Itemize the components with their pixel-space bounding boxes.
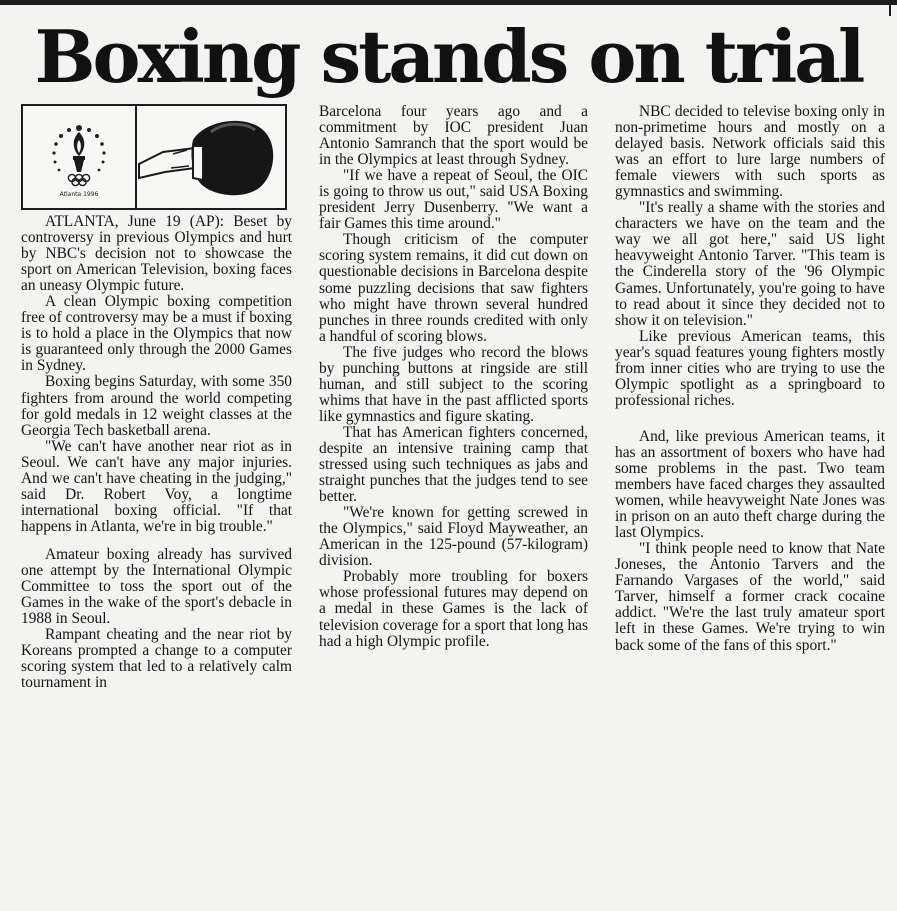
paragraph: Like previous American teams, this year's squad features young fighters mostly from inner cities who are trying to use the Olympic spotlight as a springboard to professional riches. [615,327,885,409]
paragraph: "I think people need to know that Nate Joneses, the Antonio Tarvers and the Farnando Vargases of the world," said Tarver, himself a former crack cocaine addict. "We're the last truly amateur sport left in these Games. We're trying to win back some of the fans of this sport." [615,540,885,654]
paragraph: Rampant cheating and the near riot by Koreans prompted a change to a computer scoring system that led to a relatively calm tournament in [21,626,292,692]
logo-caption: Atlanta 1996 [59,191,99,198]
paragraph: Amateur boxing already has survived one attempt by the International Olympic Committee to toss the sport out of the Games in the wake of the sport's debacle in 1988 in Seoul. [21,545,292,628]
paragraph: Probably more troubling for boxers whose professional futures may depend on a medal in these Games is the lack of television coverage for a sport that long has had a high Olympic profile. [319,568,588,650]
paragraph: And, like previous American teams, it has an assortment of boxers who have had some problems in the past. Two team members have faced charges they assaulted women, while heavyweight Nate Jones was in prison on an auto theft charge during the last Olympics. [615,427,885,542]
paragraph: A clean Olympic boxing competition free of controversy may be a must if boxing is to hold a place in the Olympics that now is guaranteed only through the 2000 Games in Sydney. [21,293,292,375]
article-column-3 [615,104,885,654]
headline: Boxing stands on trial [34,14,863,99]
article-column-1 [21,103,292,691]
paragraph: "We can't have another near riot as in Seoul. We can't have any major injuries. And we can't have cheating in the judging," said Dr. Robert Voy, a longtime international boxing official. "If that happens in Atlanta, we're in big trouble." [21,437,292,535]
paragraph: Though criticism of the computer scoring system remains, it did cut down on questionable decisions in Barcelona despite some puzzling decisions that saw fighters who might have thrown several hundred punches in three rounds credited with only a handful of scoring blows. [319,231,588,345]
paragraph: "We're known for getting screwed in the Olympics," said Floyd Mayweather, an American in the 125-pound (57-kilogram) division. [319,504,588,570]
paragraph: "If we have a repeat of Seoul, the OIC is going to throw us out," said USA Boxing president Jerry Dusenberry. "We want a fair Games this time around." [319,167,588,233]
paragraph: Barcelona four years ago and a commitment by IOC president Juan Antonio Samranch that the sport would be in the Olympics at least through Sydney. [319,103,588,169]
article-column-2 [319,104,588,650]
paragraph: ATLANTA, June 19 (AP): Beset by controversy in previous Olympics and hurt by NBC's decision not to showcase the sport on American Television, boxing faces an uneasy Olympic future. [21,213,292,295]
paragraph: The five judges who record the blows by punching buttons at ringside are still human, and still subject to the scoring whims that have in the past afflicted sports like gymnastics and figure skating. [319,343,588,425]
olympic-logo-graphic [21,104,287,210]
top-rule [0,0,897,5]
paragraph: That has American fighters concerned, despite an intensive training camp that stressed using such techniques as jabs and straight punches that the judges tend to see better. [319,423,588,506]
paragraph: "It's really a shame with the stories and characters we have on the team and the way we all got here," said US light heavyweight Antonio Tarver. "This team is the Cinderella story of the '96 Olympic Games. Unfortunately, you're going to have to read about it since they decided not to show it on television." [615,199,885,329]
boxing-glove-icon [139,121,273,195]
logo-illustration [23,106,289,212]
paragraph: Boxing begins Saturday, with some 350 fighters from around the world competing for gold medals in 12 weight classes at the Georgia Tech basketball arena. [21,373,292,439]
olympic-torch-icon [52,125,105,198]
paragraph: NBC decided to televise boxing only in non-primetime hours and mostly on a delayed basis. Network officials said this was an effort to lure large numbers of female viewers with such sports as gymnastics and swimming. [615,103,885,201]
